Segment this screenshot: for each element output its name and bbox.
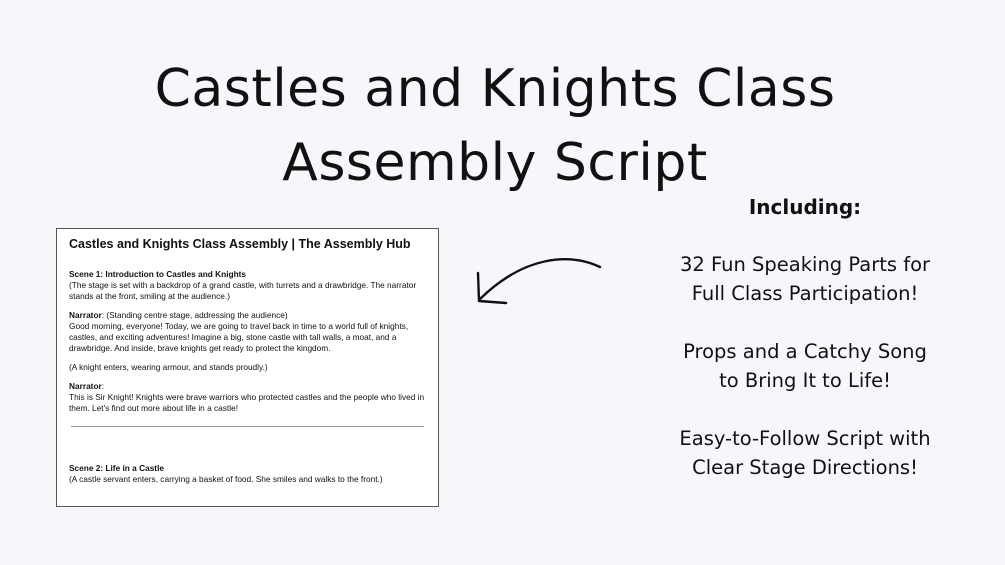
feature-3-line-1: Easy-to-Follow Script with xyxy=(679,427,931,450)
page-title xyxy=(0,52,990,200)
narrator-speech-2: This is Sir Knight! Knights were brave warriors who protected castles and the people who lived in them. Let's find out more about life in a castle! xyxy=(69,392,425,413)
knight-stage-direction: (A knight enters, wearing armour, and stands proudly.) xyxy=(69,362,268,372)
feature-2-line-1: Props and a Catchy Song xyxy=(683,340,927,363)
including-label: Including: xyxy=(748,195,862,219)
feature-easy-script xyxy=(640,424,970,482)
feature-speaking-parts xyxy=(640,250,970,308)
narrator-label-2: Narrator xyxy=(69,381,102,391)
narrator-line-1 xyxy=(69,310,426,354)
scene-2-stage-direction: (A castle servant enters, carrying a basket of food. She smiles and walks to the front.) xyxy=(69,474,383,484)
scene-1-block xyxy=(69,269,426,302)
narrator-colon: : xyxy=(101,381,105,391)
document-title: Castles and Knights Class Assembly | The Assembly Hub xyxy=(69,237,411,251)
page-title-line-1: Castles and Knights Class xyxy=(154,59,836,119)
page-title-line-2: Assembly Script xyxy=(282,133,708,193)
script-preview-document xyxy=(56,228,439,507)
feature-1-line-2: Full Class Participation! xyxy=(691,282,919,305)
feature-2-line-2: to Bring It to Life! xyxy=(719,369,891,392)
curved-arrow-left-icon xyxy=(470,255,605,315)
narrator-speech: Good morning, everyone! Today, we are going to travel back in time to a world full of knights, castles, and exciting adventures! Imagine a big, stone castle with tall walls, a moat, and a drawbridge. And inside, brave knights get ready to protect the kingdom. xyxy=(69,321,409,353)
narrator-stage-direction: : (Standing centre stage, addressing the audience) xyxy=(101,310,288,320)
document-divider xyxy=(71,426,424,427)
narrator-line-2 xyxy=(69,381,426,414)
scene-1-heading: Scene 1: Introduction to Castles and Knights xyxy=(69,269,247,279)
scene-2-heading: Scene 2: Life in a Castle xyxy=(69,463,164,473)
narrator-label: Narrator xyxy=(69,310,102,320)
scene-2-block xyxy=(69,463,426,485)
scene-1-stage-direction: (The stage is set with a backdrop of a grand castle, with turrets and a drawbridge. The narrator stands at the front, smiling at the audience.) xyxy=(69,280,417,301)
feature-1-line-1: 32 Fun Speaking Parts for xyxy=(679,253,931,276)
feature-props-song xyxy=(640,337,970,395)
feature-3-line-2: Clear Stage Directions! xyxy=(692,456,918,479)
